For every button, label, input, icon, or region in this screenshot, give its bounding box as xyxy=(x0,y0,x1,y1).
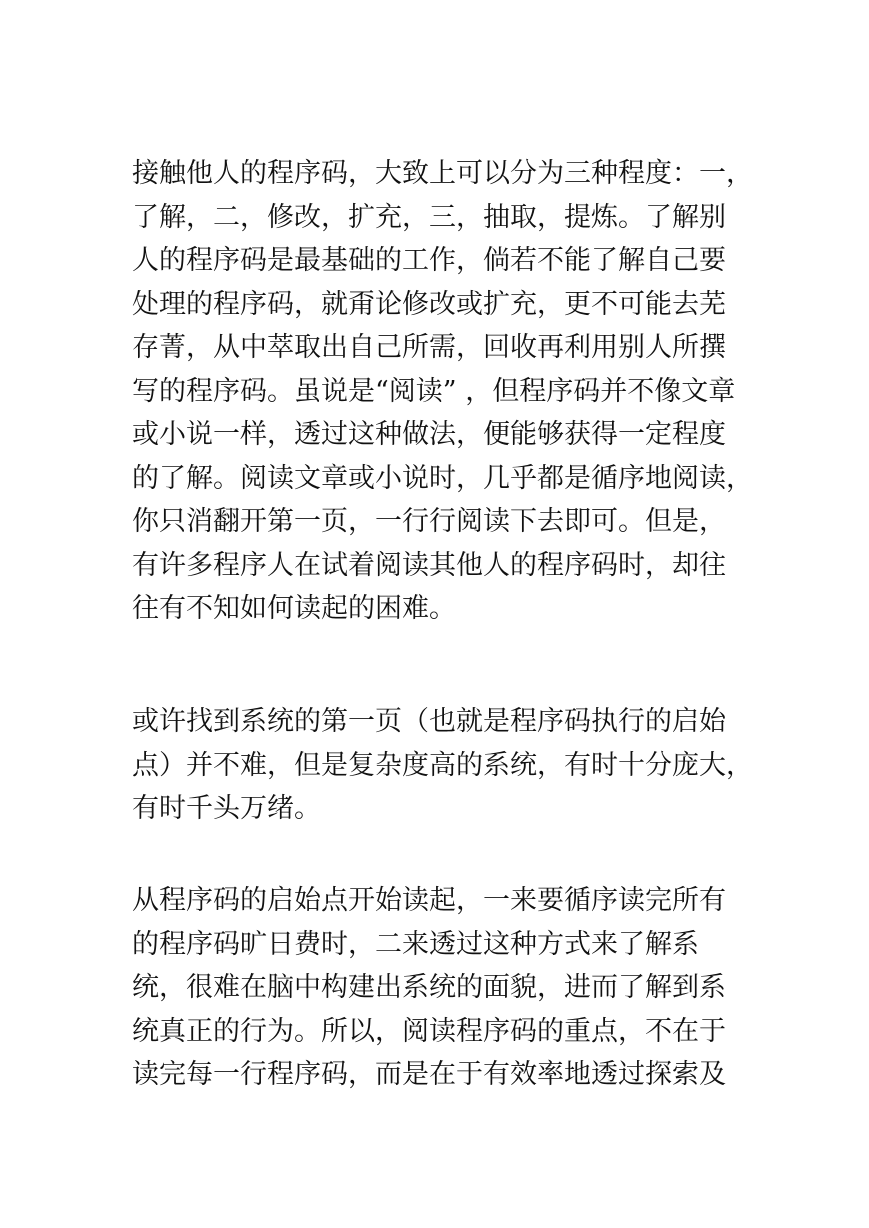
paragraph-line: 写的程序码。虽说是“阅读” ，但程序码并不像文章 xyxy=(132,375,736,407)
paragraph-line: 读完每一行程序码，而是在于有效率地透过探索及 xyxy=(132,1059,726,1090)
paragraph-line: 人的程序码是最基础的工作，倘若不能了解自己要 xyxy=(132,245,726,276)
paragraph-line: 统，很难在脑中构建出系统的面貌，进而了解到系 xyxy=(132,972,726,1003)
paragraph-line: 点）并不难，但是复杂度高的系统，有时十分庞大， xyxy=(132,749,753,781)
paragraph-line: 有许多程序人在试着阅读其他人的程序码时，却往 xyxy=(132,549,726,581)
paragraph-line: 你只消翻开第一页，一行行阅读下去即可。但是， xyxy=(132,506,726,537)
paragraph-line: 从程序码的启始点开始读起，一来要循序读完所有 xyxy=(132,885,726,916)
paragraph-1 xyxy=(132,152,753,631)
paragraph-line: 统真正的行为。所以，阅读程序码的重点，不在于 xyxy=(132,1015,726,1047)
paragraph-line: 的了解。阅读文章或小说时，几乎都是循序地阅读， xyxy=(132,462,753,494)
paragraph-line: 接触他人的程序码，大致上可以分为三种程度：一， xyxy=(132,158,753,189)
paragraph-line: 了解，二，修改，扩充，三，抽取，提炼。了解别 xyxy=(132,201,726,233)
paragraph-2 xyxy=(132,700,753,831)
paragraph-line: 处理的程序码，就甭论修改或扩充，更不可能去芜 xyxy=(132,288,726,320)
paragraph-line: 或许找到系统的第一页（也就是程序码执行的启始 xyxy=(132,706,726,737)
paragraph-line: 或小说一样，透过这种做法，便能够获得一定程度 xyxy=(132,419,726,450)
paragraph-line: 有时千头万绪。 xyxy=(132,793,321,824)
paragraph-line: 的程序码旷日费时，二来透过这种方式来了解系 xyxy=(132,928,699,960)
paragraph-line: 往有不知如何读起的困难。 xyxy=(132,593,456,624)
paragraph-line: 存菁，从中萃取出自己所需，回收再利用别人所撰 xyxy=(132,332,726,363)
paragraph-3 xyxy=(132,879,744,1097)
